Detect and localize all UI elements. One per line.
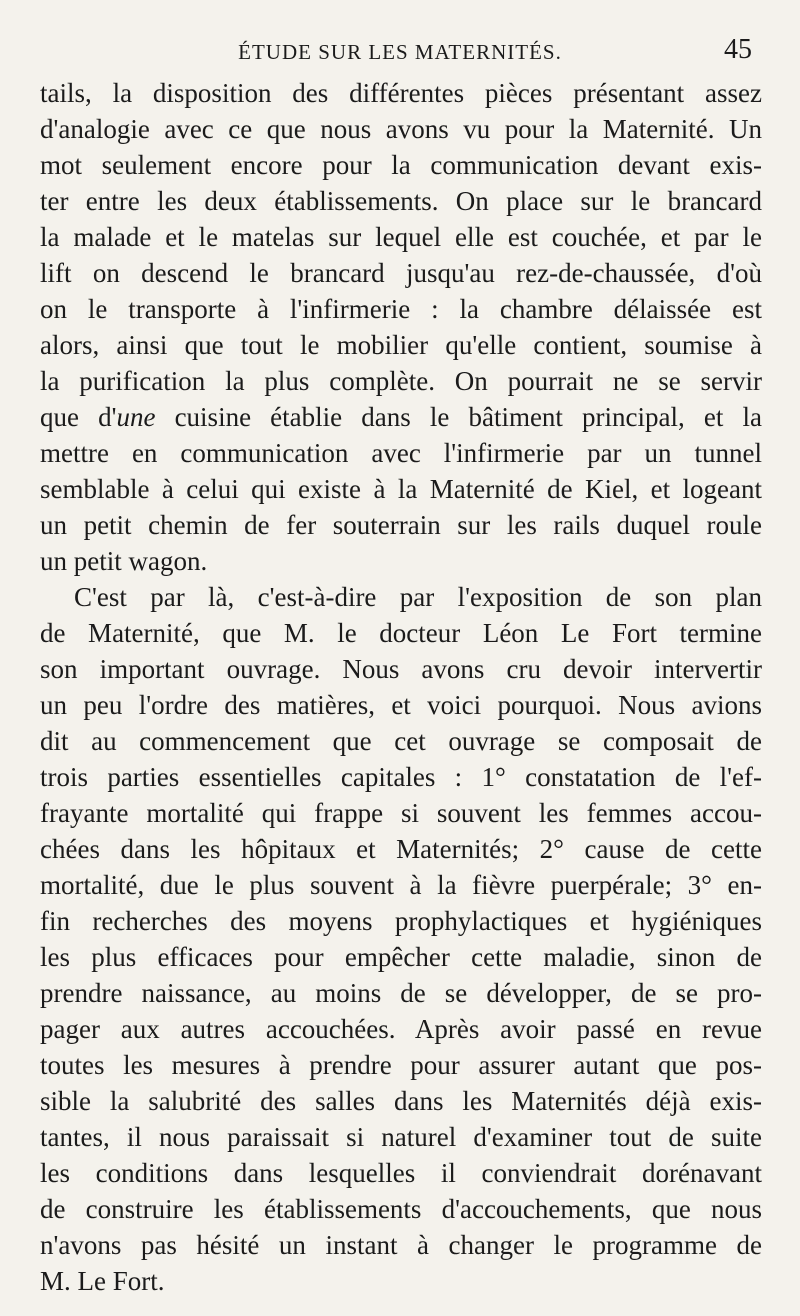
text-line: trois parties essentielles capitales : 1° constatation de l'ef-: [40, 762, 762, 792]
paragraph-first-line: C'est par là, c'est-à-dire par l'exposition de son plan: [74, 582, 762, 612]
text-line: fin recherches des moyens prophylactiques et hygiéniques: [40, 906, 762, 936]
text-line: semblable à celui qui existe à la Maternité de Kiel, et logeant: [40, 474, 762, 504]
text-line: chées dans les hôpitaux et Maternités; 2° cause de cette: [40, 834, 762, 864]
text-line: tantes, il nous paraissait si naturel d'examiner tout de suite: [40, 1122, 762, 1152]
text-line: son important ouvrage. Nous avons cru devoir intervertir: [40, 654, 762, 684]
text-line: ter entre les deux établissements. On place sur le brancard: [40, 186, 762, 216]
text-line: de construire les établissements d'accouchements, que nous: [40, 1194, 762, 1224]
emphasis-word: une: [116, 402, 156, 432]
text-line: M. Le Fort.: [40, 1266, 165, 1296]
text-line: n'avons pas hésité un instant à changer le programme de: [40, 1230, 762, 1260]
text-line: dit au commencement que cet ouvrage se composait de: [40, 726, 762, 756]
text-line: un petit wagon.: [40, 546, 208, 576]
text-line: lift on descend le brancard jusqu'au rez-de-chaussée, d'où: [40, 258, 762, 288]
running-head: [0, 30, 800, 70]
text-line: la malade et le matelas sur lequel elle est couchée, et par le: [40, 222, 762, 252]
text-line: alors, ainsi que tout le mobilier qu'elle contient, soumise à: [40, 330, 762, 360]
text-line: que d'une cuisine établie dans le bâtiment principal, et la: [40, 402, 762, 432]
text-line: d'analogie avec ce que nous avons vu pour la Maternité. Un: [40, 114, 762, 144]
text-line: frayante mortalité qui frappe si souvent les femmes accou-: [40, 798, 762, 828]
text-line: de Maternité, que M. le docteur Léon Le Fort termine: [40, 618, 762, 648]
text-line: mettre en communication avec l'infirmerie par un tunnel: [40, 438, 762, 468]
page-number: 45: [724, 34, 752, 65]
text-line: pager aux autres accouchées. Après avoir passé en revue: [40, 1014, 762, 1044]
text-line: mot seulement encore pour la communication devant exis-: [40, 150, 762, 180]
text-line: la purification la plus complète. On pourrait ne se servir: [40, 366, 762, 396]
running-title: ÉTUDE SUR LES MATERNITÉS.: [238, 40, 562, 64]
text-line: on le transporte à l'infirmerie : la chambre délaissée est: [40, 294, 762, 324]
text-line: les plus efficaces pour empêcher cette maladie, sinon de: [40, 942, 762, 972]
text-line: toutes les mesures à prendre pour assurer autant que pos-: [40, 1050, 762, 1080]
text-line: tails, la disposition des différentes pièces présentant assez: [40, 78, 762, 108]
text-line: mortalité, due le plus souvent à la fièvre puerpérale; 3° en-: [40, 870, 762, 900]
text-line: les conditions dans lesquelles il conviendrait dorénavant: [40, 1158, 762, 1188]
text-line: un peu l'ordre des matières, et voici pourquoi. Nous avions: [40, 690, 762, 720]
text-line: un petit chemin de fer souterrain sur les rails duquel roule: [40, 510, 762, 540]
text-line: prendre naissance, au moins de se développer, de se pro-: [40, 978, 762, 1008]
text-line: sible la salubrité des salles dans les Maternités déjà exis-: [40, 1086, 762, 1116]
